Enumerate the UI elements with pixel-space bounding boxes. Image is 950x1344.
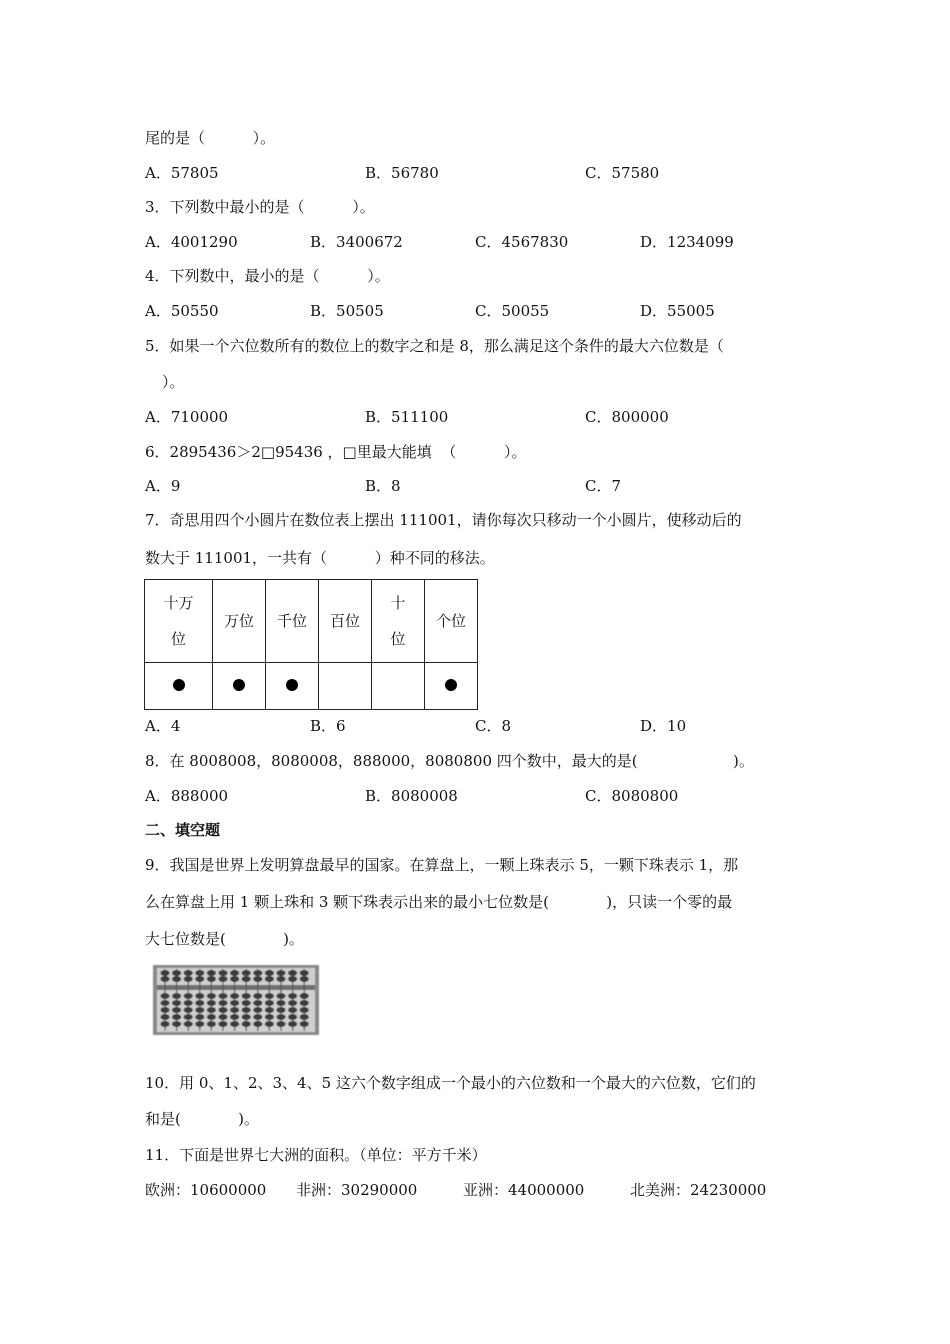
- abacus-bead: [242, 970, 251, 976]
- abacus-bead: [288, 1007, 297, 1013]
- abacus-bead: [184, 1021, 193, 1027]
- counter-dot: [173, 679, 185, 691]
- abacus-bead: [300, 1021, 309, 1027]
- q8-option-a: A．888000: [145, 787, 229, 805]
- abacus-bead: [195, 976, 204, 982]
- dot-cell: [425, 663, 478, 710]
- abacus-bead: [230, 970, 239, 976]
- abacus-bead: [242, 976, 251, 982]
- abacus-bead: [230, 1021, 239, 1027]
- q7-option-b: B．6: [310, 717, 346, 735]
- q6-option-c: C．7: [585, 477, 622, 495]
- abacus-bead: [218, 970, 227, 976]
- q2-option-c: C．57580: [585, 164, 660, 182]
- abacus-bead: [184, 976, 193, 982]
- q8-option-b: B．8080008: [365, 787, 458, 805]
- abacus-bead: [172, 993, 181, 999]
- abacus-bead: [172, 1014, 181, 1020]
- abacus-bead: [172, 1000, 181, 1006]
- abacus-bead: [276, 1021, 285, 1027]
- q4-option-a: A．50550: [145, 302, 219, 320]
- q3-option-c: C．4567830: [475, 233, 569, 251]
- abacus-bead: [300, 1000, 309, 1006]
- abacus-bead: [230, 1007, 239, 1013]
- abacus-bead: [253, 1021, 262, 1027]
- abacus-bead: [276, 993, 285, 999]
- abacus-bead: [242, 993, 251, 999]
- place-value-header-row: [145, 580, 478, 663]
- q4-option-d: D．55005: [640, 302, 715, 320]
- abacus-bead: [300, 970, 309, 976]
- abacus-bead: [160, 970, 169, 976]
- q5-stem-line2: ）。: [162, 373, 185, 391]
- abacus-bead: [288, 976, 297, 982]
- abacus-bead: [230, 993, 239, 999]
- abacus-bead: [218, 1014, 227, 1020]
- abacus-bead: [288, 1000, 297, 1006]
- q9-stem-line1: 9．我国是世界上发明算盘最早的国家。在算盘上，一颗上珠表示 5，一颗下珠表示 1，那: [145, 856, 739, 874]
- dot-cell: [213, 663, 266, 710]
- continent-asia: 亚洲：44000000: [463, 1181, 585, 1199]
- abacus-bead: [160, 976, 169, 982]
- q6-option-a: A．9: [145, 477, 181, 495]
- abacus-bead: [207, 1007, 216, 1013]
- dot-cell: [372, 663, 425, 710]
- q4-option-c: C．50055: [475, 302, 550, 320]
- abacus-bead: [288, 970, 297, 976]
- abacus-bead: [184, 993, 193, 999]
- continent-europe: 欧洲：10600000: [145, 1181, 267, 1199]
- q6-option-b: B．8: [365, 477, 401, 495]
- q7-stem-line2: 数大于 111001，一共有（ ）种不同的移法。: [145, 549, 495, 567]
- abacus-bead: [160, 993, 169, 999]
- continent-africa: 非洲：30290000: [296, 1181, 418, 1199]
- abacus-bead: [230, 976, 239, 982]
- abacus-bead: [160, 1014, 169, 1020]
- q5-option-b: B．511100: [365, 408, 449, 426]
- q7-option-d: D．10: [640, 717, 687, 735]
- abacus-bead: [253, 1014, 262, 1020]
- abacus-bead: [265, 1014, 274, 1020]
- q5-option-a: A．710000: [145, 408, 229, 426]
- abacus-bead: [218, 1000, 227, 1006]
- dot-cell: [145, 663, 213, 710]
- abacus-bead: [276, 976, 285, 982]
- abacus-bead: [242, 1007, 251, 1013]
- abacus-bead: [242, 1021, 251, 1027]
- abacus-bead: [184, 1000, 193, 1006]
- counter-dot: [445, 679, 457, 691]
- abacus-bead: [218, 993, 227, 999]
- abacus-bead: [172, 1007, 181, 1013]
- q3-option-b: B．3400672: [310, 233, 403, 251]
- counter-dot: [233, 679, 245, 691]
- q6-stem: 6．2895436＞2□95436 ，□里最大能填 （ ）。: [145, 443, 527, 461]
- abacus-bead: [265, 993, 274, 999]
- abacus-bead: [288, 993, 297, 999]
- abacus-bead: [172, 970, 181, 976]
- q2-option-a: A．57805: [145, 164, 219, 182]
- q8-stem: 8．在 8008008，8080008，888000，8080800 四个数中，最大的是( )。: [145, 752, 754, 770]
- place-header-hundreds: 百位: [319, 580, 372, 663]
- place-header-hundred-thousands: 十万 位: [145, 580, 213, 663]
- abacus-bead: [253, 993, 262, 999]
- q3-stem: 3．下列数中最小的是（ ）。: [145, 198, 375, 216]
- abacus-bead: [253, 1000, 262, 1006]
- q3-option-d: D．1234099: [640, 233, 734, 251]
- q5-stem-line1: 5．如果一个六位数所有的数位上的数字之和是 8，那么满足这个条件的最大六位数是（: [145, 337, 724, 355]
- q4-option-b: B．50505: [310, 302, 384, 320]
- abacus-bead: [242, 1014, 251, 1020]
- abacus-bead: [300, 1014, 309, 1020]
- abacus-bead: [265, 970, 274, 976]
- abacus-bead: [160, 1000, 169, 1006]
- abacus-bead: [230, 1014, 239, 1020]
- abacus-bead: [218, 1021, 227, 1027]
- section-heading: 二、填空题: [145, 821, 221, 839]
- abacus-bead: [195, 1021, 204, 1027]
- abacus-bead: [300, 993, 309, 999]
- abacus-bead: [300, 1007, 309, 1013]
- abacus-bead: [172, 976, 181, 982]
- abacus-bead: [184, 970, 193, 976]
- abacus-bead: [265, 1007, 274, 1013]
- abacus-bead: [160, 1021, 169, 1027]
- abacus-bead: [195, 1007, 204, 1013]
- abacus-image: [152, 964, 320, 1036]
- abacus-bead: [207, 1014, 216, 1020]
- q2-tail: 尾的是（ ）。: [145, 129, 276, 147]
- abacus-bead: [288, 1021, 297, 1027]
- abacus-bead: [218, 976, 227, 982]
- abacus-bead: [276, 1014, 285, 1020]
- q3-option-a: A．4001290: [145, 233, 238, 251]
- abacus-bead: [207, 1000, 216, 1006]
- abacus-bead: [207, 993, 216, 999]
- abacus-bead: [265, 1000, 274, 1006]
- abacus-bead: [253, 970, 262, 976]
- abacus-bead: [184, 1007, 193, 1013]
- abacus-bead: [184, 1014, 193, 1020]
- abacus-bead: [265, 1021, 274, 1027]
- abacus-bead: [265, 976, 274, 982]
- counter-dot: [286, 679, 298, 691]
- abacus-bead: [276, 1007, 285, 1013]
- abacus-bead: [242, 1000, 251, 1006]
- q11-stem: 11．下面是世界七大洲的面积。（单位：平方千米）: [145, 1146, 487, 1164]
- abacus-bead: [207, 1021, 216, 1027]
- abacus-bead: [276, 970, 285, 976]
- q10-stem-line1: 10．用 0、1、2、3、4、5 这六个数字组成一个最小的六位数和一个最大的六位数，它们的: [145, 1074, 756, 1092]
- place-header-ten-thousands: 万位: [213, 580, 266, 663]
- abacus-bead: [195, 993, 204, 999]
- abacus-bead: [207, 976, 216, 982]
- dot-cell: [266, 663, 319, 710]
- q7-option-c: C．8: [475, 717, 512, 735]
- q10-stem-line2: 和是( )。: [145, 1110, 259, 1128]
- q4-stem: 4．下列数中，最小的是（ ）。: [145, 267, 390, 285]
- abacus-bead: [195, 1000, 204, 1006]
- q9-stem-line3: 大七位数是( )。: [145, 930, 304, 948]
- q7-option-a: A．4: [145, 717, 181, 735]
- abacus-bead: [230, 1000, 239, 1006]
- place-value-dot-row: [145, 663, 478, 710]
- q9-stem-line2: 么在算盘上用 1 颗上珠和 3 颗下珠表示出来的最小七位数是( )，只读一个零的最: [145, 893, 733, 911]
- q5-option-c: C．800000: [585, 408, 669, 426]
- place-header-tens: 十 位: [372, 580, 425, 663]
- abacus-bead: [207, 970, 216, 976]
- continent-north-america: 北美洲：24230000: [630, 1181, 767, 1199]
- abacus-bead: [172, 1021, 181, 1027]
- q7-stem-line1: 7．奇思用四个小圆片在数位表上摆出 111001，请你每次只移动一个小圆片，使移动后的: [145, 511, 742, 529]
- abacus-bead: [195, 1014, 204, 1020]
- abacus-bead: [300, 976, 309, 982]
- place-value-table: [144, 579, 478, 710]
- place-header-ones: 个位: [425, 580, 478, 663]
- q2-option-b: B．56780: [365, 164, 439, 182]
- dot-cell: [319, 663, 372, 710]
- abacus-bead: [253, 1007, 262, 1013]
- place-header-thousands: 千位: [266, 580, 319, 663]
- abacus-bead: [218, 1007, 227, 1013]
- abacus-bead: [288, 1014, 297, 1020]
- abacus-bead: [276, 1000, 285, 1006]
- abacus-bead: [195, 970, 204, 976]
- abacus-bead: [253, 976, 262, 982]
- q8-option-c: C．8080800: [585, 787, 679, 805]
- abacus-bead: [160, 1007, 169, 1013]
